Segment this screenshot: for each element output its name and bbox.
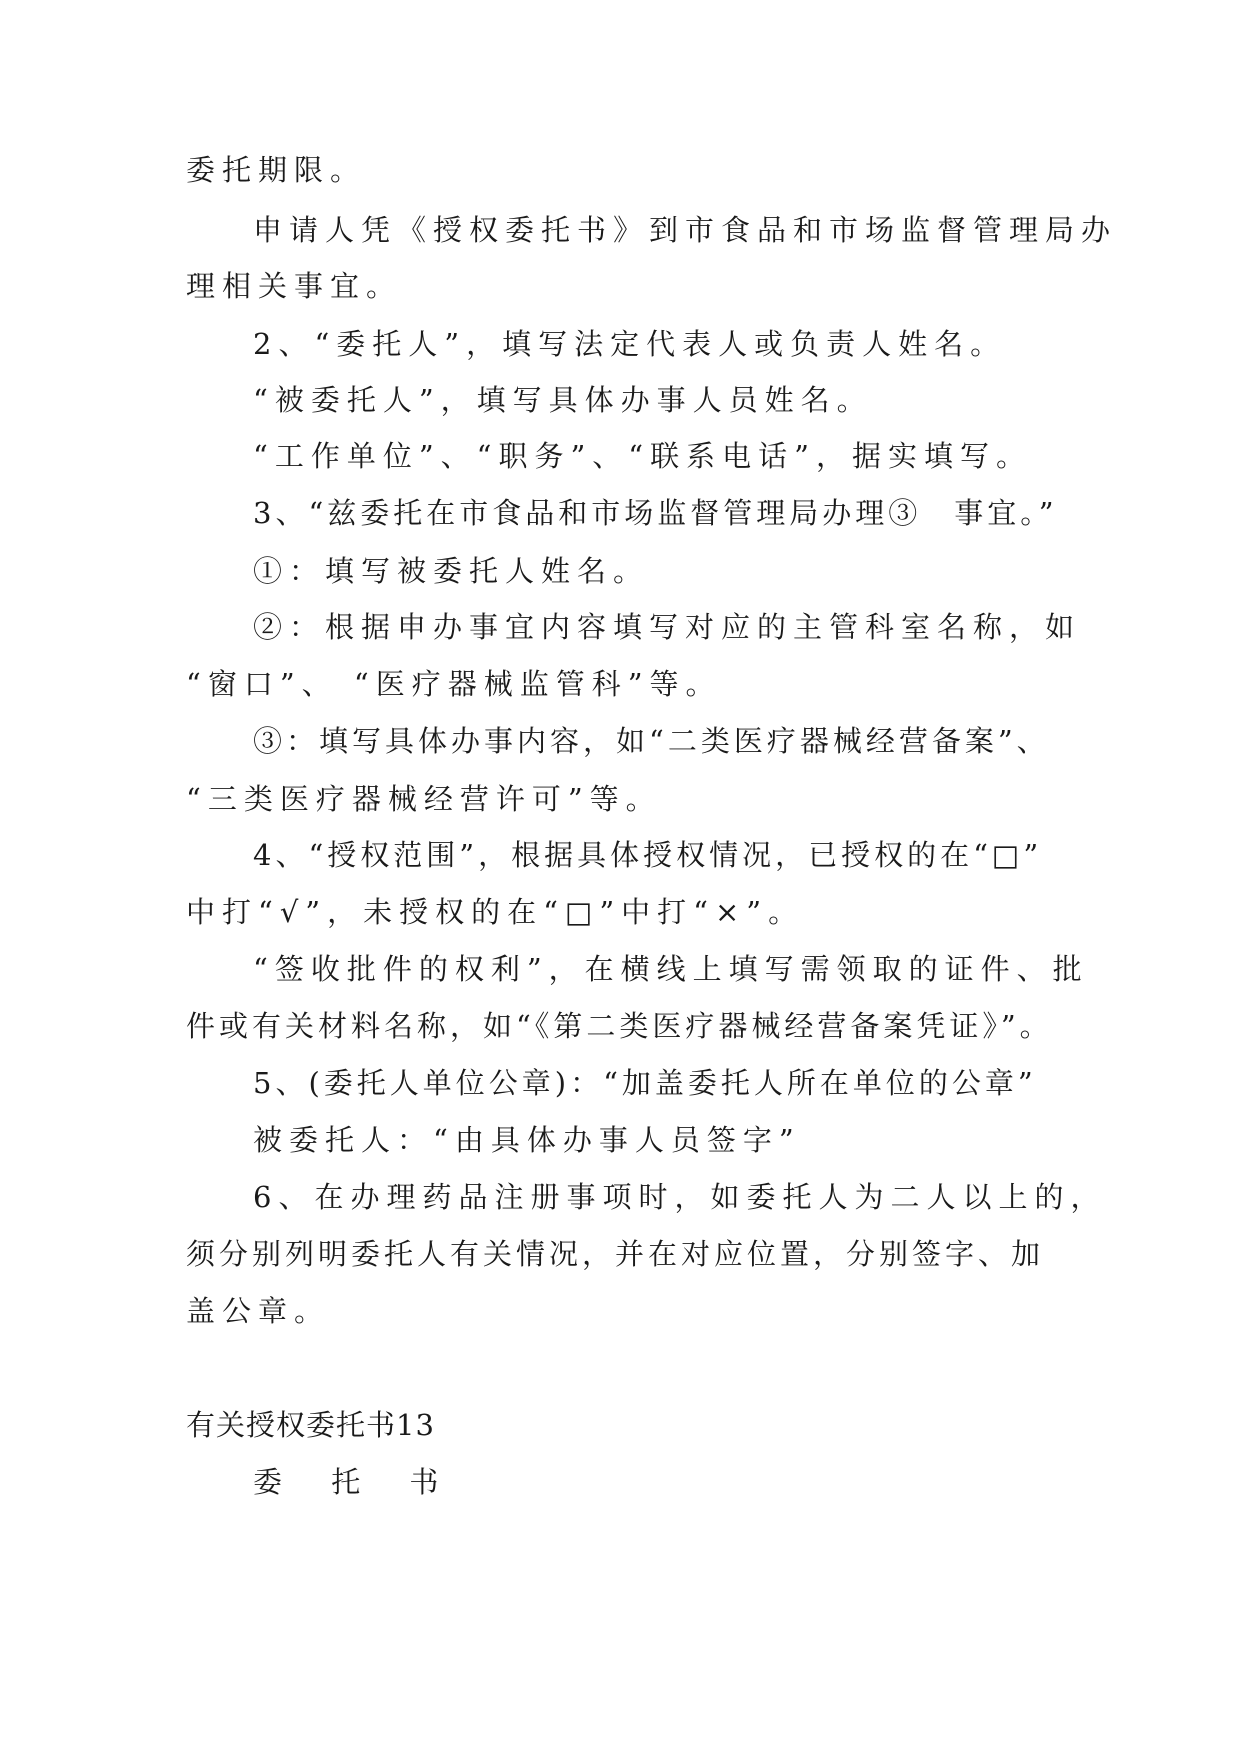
paragraph-line: 申请人凭《授权委托书》到市食品和市场监督管理局办 xyxy=(253,213,1118,247)
paragraph-line: 委托期限。 xyxy=(186,153,367,187)
paragraph-line: 3、“兹委托在市食品和市场监督管理局办理③ 事宜。” xyxy=(253,496,1058,530)
paragraph-line: 须分别列明委托人有关情况，并在对应位置，分别签字、加 xyxy=(186,1237,1045,1271)
paragraph-line: 4、“授权范围”，根据具体授权情况，已授权的在“□” xyxy=(253,838,1043,872)
paragraph-line: 5、(委托人单位公章)：“加盖委托人所在单位的公章” xyxy=(253,1066,1037,1100)
paragraph-line: ①：填写被委托人姓名。 xyxy=(253,554,650,588)
paragraph-line: 理相关事宜。 xyxy=(186,269,403,303)
paragraph-line: “工作单位”、“职务”、“联系电话”，据实填写。 xyxy=(253,439,1032,473)
paragraph-line: 6、在办理药品注册事项时，如委托人为二人以上的， xyxy=(253,1180,1107,1214)
paragraph-line: “签收批件的权利”，在横线上填写需领取的证件、批 xyxy=(253,952,1089,986)
paragraph-line: ②：根据申办事宜内容填写对应的主管科室名称，如 xyxy=(253,610,1082,644)
paragraph-line: “窗口”、 “医疗器械监管科”等。 xyxy=(186,667,722,701)
paragraph-line: ③：填写具体办事内容，如“二类医疗器械经营备案”、 xyxy=(253,724,1050,758)
section-title: 有关授权委托书13 xyxy=(186,1408,435,1442)
paragraph-line: 件或有关材料名称，如“《第二类医疗器械经营备案凭证》”。 xyxy=(186,1009,1053,1043)
paragraph-line: 2、“委托人”，填写法定代表人或负责人姓名。 xyxy=(253,327,1007,361)
paragraph-line: “三类医疗器械经营许可”等。 xyxy=(186,782,662,816)
document-heading: 委 托 书 xyxy=(253,1465,459,1499)
paragraph-line: 中打“√”，未授权的在“□”中打“×”。 xyxy=(186,895,805,929)
paragraph-line: “被委托人”，填写具体办事人员姓名。 xyxy=(253,383,873,417)
paragraph-line: 被委托人：“由具体办事人员签字” xyxy=(253,1123,801,1157)
paragraph-line: 盖公章。 xyxy=(186,1294,331,1328)
